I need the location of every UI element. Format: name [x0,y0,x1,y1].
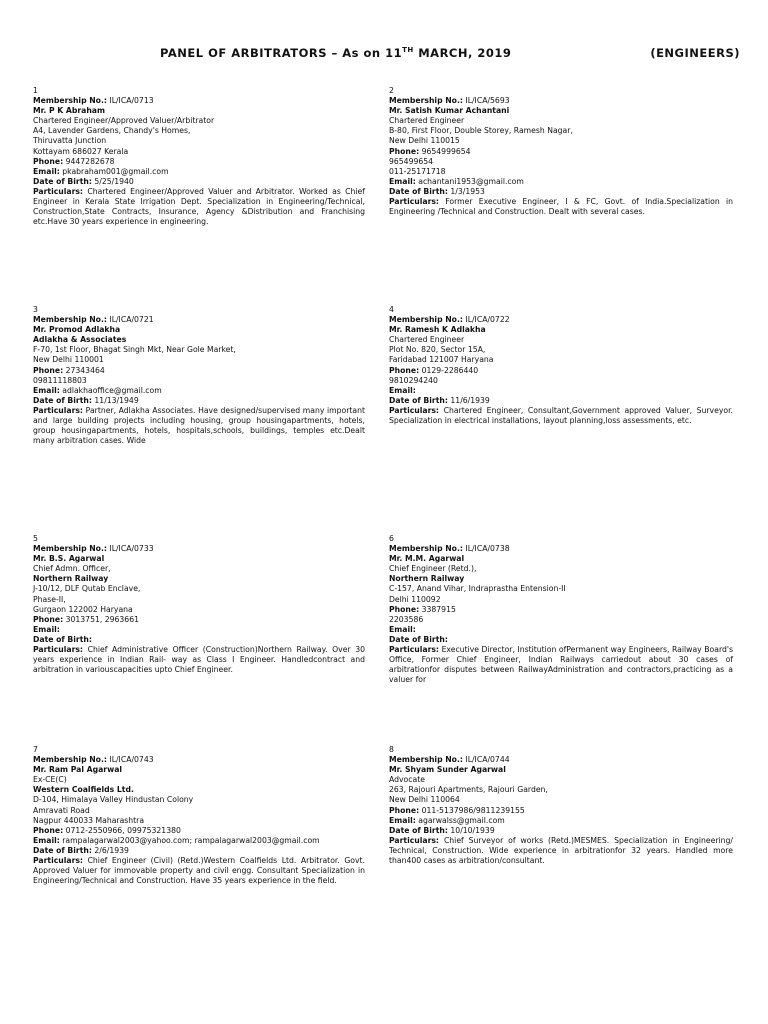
membership-label: Membership No.: [389,544,463,554]
dob-line [33,396,365,406]
address-line: 263, Rajouri Apartments, Rajouri Garden, [389,785,548,795]
address-line: C-157, Anand Vihar, Indraprastha Entension-II [389,584,566,594]
phone-value: 0129-2286440 [421,365,479,375]
particulars [33,856,365,886]
arbitrator-entry [33,86,365,227]
address-line: New Delhi 110001 [33,355,104,365]
address-line: B-80, First Floor, Double Storey, Ramesh Nagar, [389,126,573,136]
particulars-text: Executive Director, Institution ofPermanent way Engineers, Railway Board's Office, Former Chief Engineer, Indian Railways carriedout about 30 cases of arbitrationfor disputes between RailwayAdministration and contractors,practicing as a valuer for [389,645,733,685]
address-line: J-10/12, DLF Qutab Enclave, [33,584,141,594]
email-line [389,816,733,826]
email-label: Email: [389,385,416,395]
address-line: Plot No. 820, Sector 15A, [389,345,486,355]
membership-value: IL/ICA/0733 [109,544,154,554]
title-superscript: TH [402,46,414,55]
email-label: Email: [33,835,60,845]
page-header [0,46,768,66]
email-label: Email: [389,624,416,634]
membership-line [33,315,365,325]
address-line: Amravati Road [33,805,90,815]
designation: Chartered Engineer/Approved Valuer/Arbitrator [33,116,215,126]
particulars [389,197,733,217]
arbitrator-name: Mr. M.M. Agarwal [389,554,465,564]
arbitrator-entry [33,534,365,675]
phone-label: Phone: [389,805,420,815]
address-line: Thiruvatta Junction [33,136,107,146]
particulars-text: Former Executive Engineer, I & FC, Govt. of India.Specialization in Engineering /Technical and Construction. Dealt with several cases. [389,197,733,217]
dob-label: Date of Birth: [33,634,92,644]
particulars-label: Particulars: [33,405,84,415]
dob-value: 11/13/1949 [94,395,139,405]
dob-label: Date of Birth: [33,395,92,405]
arbitrator-entry [33,305,365,446]
address-line: Phase-II, [33,594,66,604]
particulars-label: Particulars: [389,645,440,655]
phone-line [33,157,365,167]
designation: Chartered Engineer [389,116,465,126]
phone-label: Phone: [33,825,64,835]
email-label: Email: [389,176,416,186]
dob-value: 1/3/1953 [450,186,485,196]
arbitrator-entry [33,745,365,886]
address-line: Delhi 110092 [389,594,441,604]
arbitrator-entry [389,305,733,426]
membership-line [33,755,365,765]
phone-line [33,615,365,625]
membership-value: IL/ICA/5693 [465,96,510,106]
membership-label: Membership No.: [33,544,107,554]
phone-value: 3013751, 2963661 [65,614,139,624]
entry-number: 4 [389,305,394,314]
particulars-text: Partner, Adlakha Associates. Have designed/supervised many important and large building projects including housing, group housingapartments, hotels, group housingapartments, hotels, hospitals,schools, buildings, temples etc.Dealt many arbitration cases. Wide [33,405,365,446]
phone-value: 27343464 [65,365,105,375]
email-value: pkabraham001@gmail.com [62,166,169,176]
email-line [33,836,365,846]
address-line: Faridabad 121007 Haryana [389,355,494,365]
membership-label: Membership No.: [33,315,107,325]
dob-label: Date of Birth: [33,845,92,855]
email-label: Email: [33,385,60,395]
particulars-label: Particulars: [33,856,84,866]
membership-label: Membership No.: [33,96,107,106]
membership-line [389,96,733,106]
email-value: agarwalss@gmail.com [418,815,505,825]
membership-label: Membership No.: [389,96,463,106]
phone-line [389,366,733,376]
dob-value: 2/6/1939 [94,845,129,855]
phone-extra: 09811118803 [33,375,87,385]
membership-value: IL/ICA/0744 [465,755,510,765]
entry-number: 2 [389,86,394,95]
dob-line [389,396,733,406]
phone-value: 3387915 [421,604,456,614]
particulars-label: Particulars: [33,186,84,196]
particulars-text: Chartered Engineer, Consultant,Government approved Valuer, Surveyor. Specialization in electrical installations, layout planning,loss assessments, etc. [389,405,733,426]
particulars-label: Particulars: [389,197,440,207]
email-value: achantani1953@gmail.com [418,176,524,186]
particulars [389,645,733,685]
phone-extra: 011-25171718 [389,166,446,176]
particulars-label: Particulars: [389,835,440,845]
designation: Chief Engineer (Retd.), [389,564,477,574]
designation: Chief Admn. Officer, [33,564,111,574]
dob-line [33,635,365,645]
arbitrator-name: Mr. Shyam Sunder Agarwal [389,765,506,775]
arbitrator-name: Mr. Ram Pal Agarwal [33,765,123,775]
dob-label: Date of Birth: [33,176,92,186]
phone-line [389,806,733,816]
entry-number: 7 [33,745,38,754]
dob-line [33,846,365,856]
email-value: adlakhaoffice@gmail.com [62,385,162,395]
dob-label: Date of Birth: [389,395,448,405]
particulars-text: Chief Surveyor of works (Retd.)MESMES. Specialization in Engineering/ Technical, Construction. Wide experience in arbitrationfor 32 years. Handled more than400 cases as arbitration/consultant. [389,835,733,866]
address-line: D-104, Himalaya Valley Hindustan Colony [33,795,194,805]
arbitrator-name: Mr. Promod Adlakha [33,325,121,335]
dob-line [33,177,365,187]
address-line: A4, Lavender Gardens, Chandy's Homes, [33,126,191,136]
organization: Northern Railway [389,574,465,584]
phone-line [33,366,365,376]
address-line: F-70, 1st Floor, Bhagat Singh Mkt, Near Gole Market, [33,345,236,355]
email-value: rampalagarwal2003@yahoo.com; rampalagarwal2003@gmail.com [62,835,320,845]
arbitrator-name: Mr. Satish Kumar Achantani [389,106,510,116]
phone-label: Phone: [33,156,64,166]
dob-line [389,826,733,836]
organization: Adlakha & Associates [33,335,127,345]
entry-number: 6 [389,534,394,543]
email-line [389,177,733,187]
membership-value: IL/ICA/0743 [109,755,154,765]
phone-label: Phone: [33,614,64,624]
arbitrator-name: Mr. Ramesh K Adlakha [389,325,486,335]
title-main: PANEL OF ARBITRATORS – As on 11 [160,46,403,60]
membership-value: IL/ICA/0722 [465,315,510,325]
designation: Ex-CE(C) [33,775,67,785]
phone-extra: 9810294240 [389,375,438,385]
phone-line [389,605,733,615]
address-line: Gurgaon 122002 Haryana [33,604,133,614]
membership-value: IL/ICA/0713 [109,96,154,106]
entry-number: 5 [33,534,38,543]
membership-line [33,544,365,554]
phone-value: 0712-2550966, 09975321380 [65,825,181,835]
membership-line [33,96,365,106]
email-line [33,386,365,396]
phone-label: Phone: [389,146,420,156]
email-line [389,386,733,396]
membership-line [389,544,733,554]
email-label: Email: [33,624,60,634]
email-label: Email: [33,166,60,176]
phone-value: 9447282678 [65,156,115,166]
particulars [389,836,733,866]
phone-line [389,147,733,157]
phone-line [33,826,365,836]
phone-label: Phone: [33,365,64,375]
particulars [389,406,733,426]
dob-label: Date of Birth: [389,634,448,644]
address-line: New Delhi 110015 [389,136,460,146]
organization: Northern Railway [33,574,109,584]
phone-label: Phone: [389,365,420,375]
title-rest: MARCH, 2019 [413,46,512,60]
membership-label: Membership No.: [389,315,463,325]
organization: Western Coalfields Ltd. [33,785,134,795]
membership-line [389,315,733,325]
phone-value: 9654999654 [421,146,471,156]
page-title [160,46,511,60]
particulars-text: Chief Engineer (Civil) (Retd.)Western Coalfields Ltd. Arbitrator. Govt. Approved Valuer for immovable property and civil engg. Consultant Specialization in Engineering/Technical and Construction. Have 35 years experience in the field. [33,856,365,886]
dob-label: Date of Birth: [389,825,448,835]
membership-value: IL/ICA/0738 [465,544,510,554]
particulars-label: Particulars: [33,645,84,655]
page-category: (ENGINEERS) [650,46,740,60]
designation: Chartered Engineer [389,335,465,345]
email-line [389,625,733,635]
entry-number: 8 [389,745,394,754]
address-line: New Delhi 110064 [389,795,460,805]
dob-line [389,635,733,645]
particulars [33,645,365,675]
address-line: Nagpur 440033 Maharashtra [33,815,145,825]
dob-value: 11/6/1939 [450,395,490,405]
phone-extra: 965499654 [389,156,434,166]
particulars-label: Particulars: [389,405,440,415]
arbitrator-entry [389,745,733,866]
email-label: Email: [389,815,416,825]
membership-line [389,755,733,765]
particulars [33,406,365,446]
arbitrator-name: Mr. B.S. Agarwal [33,554,105,564]
membership-value: IL/ICA/0721 [109,315,154,325]
phone-extra: 2203586 [389,614,424,624]
membership-label: Membership No.: [33,755,107,765]
entry-number: 3 [33,305,38,314]
dob-value: 10/10/1939 [450,825,495,835]
phone-value: 011-5137986/9811239155 [421,805,525,815]
dob-label: Date of Birth: [389,186,448,196]
dob-line [389,187,733,197]
arbitrator-entry [389,534,733,685]
particulars [33,187,365,227]
phone-label: Phone: [389,604,420,614]
entry-number: 1 [33,86,38,95]
particulars-text: Chief Administrative Officer (Construction)Northern Railway. Over 30 years experience in Indian Rail- way as Class I Engineer. Handledcontract and arbitration in variouscapacities upto Chief Engineer. [33,645,365,675]
dob-value: 5/25/1940 [94,176,134,186]
arbitrator-entry [389,86,733,217]
address-line: Kottayam 686027 Kerala [33,146,129,156]
email-line [33,167,365,177]
arbitrator-name: Mr. P K Abraham [33,106,105,116]
particulars-text: Chartered Engineer/Approved Valuer and Arbitrator. Worked as Chief Engineer in Kerala State Irrigation Dept. Specialization in Engineering/Technical, Construction,State Contracts, Insurance, Agency &Distribution and Franchising etc.Have 30 years experience in engineering. [33,186,365,227]
email-line [33,625,365,635]
designation: Advocate [389,775,425,785]
membership-label: Membership No.: [389,755,463,765]
